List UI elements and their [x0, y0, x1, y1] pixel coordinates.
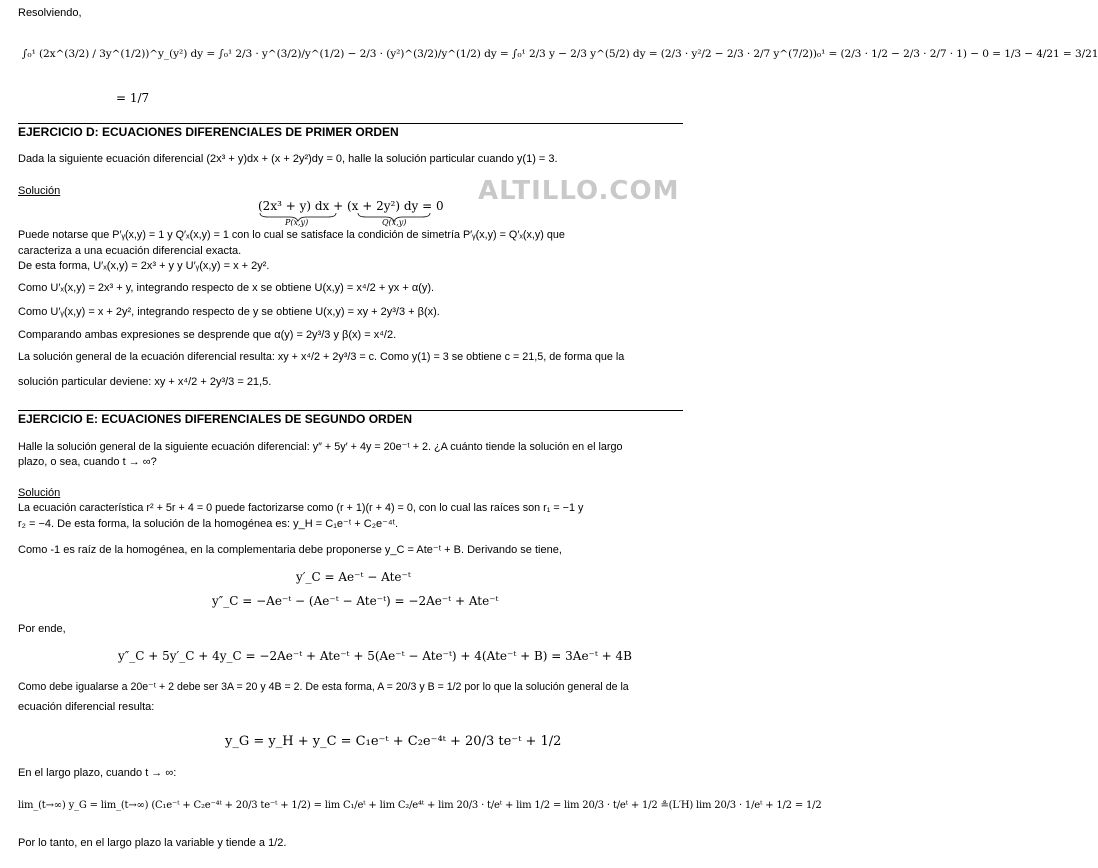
- general-solution: y_G = y_H + y_C = C₁e⁻ᵗ + C₂e⁻⁴ᵗ + 20/3 te⁻ᵗ + 1/2: [225, 734, 562, 749]
- divider-2: [18, 410, 683, 411]
- p-label: P(x,y): [285, 218, 309, 227]
- derivative-1: y′_C = Ae⁻ᵗ − Ate⁻ᵗ: [296, 570, 411, 584]
- limit-line: lim_(t→∞) y_G = lim_(t→∞) (C₁e⁻ᵗ + C₂e⁻⁴ᵗ + 20/3 te⁻ᵗ + 1/2) = lim C₁/eᵗ + lim C₂/e⁴ᵗ + lim 20/3 · t/eᵗ + lim 1/2 = lim 20/3 · t/eᵗ + 1/2 ≗(L′H) lim 20/3 · 1/eᵗ + 1/2 = 1/2: [18, 800, 822, 811]
- por-ende-text: Por ende,: [18, 623, 66, 635]
- integral-result: = 1/7: [116, 91, 150, 105]
- resolviendo-text: Resolviendo,: [18, 7, 82, 19]
- section-d-title: EJERCICIO D: ECUACIONES DIFERENCIALES DE PRIMER ORDEN: [18, 125, 399, 139]
- section-e-line1a: La ecuación característica r² + 5r + 4 = 0 puede factorizarse como (r + 1)(r + 4) = 0, con lo cual las raíces son r₁ = −1 y: [18, 502, 584, 514]
- section-d-line5: Comparando ambas expresiones se desprende que α(y) = 2y³/3 y β(x) = x⁴/2.: [18, 329, 397, 341]
- section-e-statement-b: plazo, o sea, cuando t → ∞?: [18, 456, 157, 468]
- section-e-title: EJERCICIO E: ECUACIONES DIFERENCIALES DE SEGUNDO ORDEN: [18, 412, 413, 426]
- section-e-line2: Como -1 es raíz de la homogénea, en la complementaria debe proponerse y_C = Ate⁻ᵗ + B. Derivando se tiene,: [18, 544, 562, 556]
- section-d-line6a: La solución general de la ecuación diferencial resulta: xy + x⁴/2 + 2y³/3 = c. Como y(1) = 3 se obtiene c = 21,5, de forma que la: [18, 351, 625, 363]
- section-e-solucion-label: Solución: [18, 487, 61, 499]
- section-d-line6b: solución particular deviene: xy + x⁴/2 + 2y³/3 = 21,5.: [18, 376, 272, 388]
- section-d-line3: Como U′ₓ(x,y) = 2x³ + y, integrando respecto de x se obtiene U(x,y) = x⁴/2 + yx + α(y).: [18, 282, 435, 294]
- section-e-statement-a: Halle la solución general de la siguiente ecuación diferencial: y″ + 5y′ + 4y = 20e⁻ᵗ + 2. ¿A cuánto tiende la solución en el largo: [18, 441, 623, 453]
- q-label: Q(x,y): [382, 218, 407, 227]
- section-d-line1a: Puede notarse que P′ᵧ(x,y) = 1 y Q′ₓ(x,y) = 1 con lo cual se satisface la condición de simetría P′ᵧ(x,y) = Q′ₓ(x,y) que: [18, 229, 565, 241]
- section-d-line4: Como U′ᵧ(x,y) = x + 2y², integrando respecto de y se obtiene U(x,y) = xy + 2y³/3 + β(x).: [18, 306, 440, 318]
- section-d-line1b: caracteriza a una ecuación diferencial exacta.: [18, 245, 242, 257]
- section-d-solucion-label: Solución: [18, 185, 61, 197]
- section-e-line1b: r₂ = −4. De esta forma, la solución de la homogénea es: y_H = C₁e⁻ᵗ + C₂e⁻⁴ᵗ.: [18, 518, 399, 530]
- divider-1: [18, 123, 683, 124]
- substitution-line: y″_C + 5y′_C + 4y_C = −2Ae⁻ᵗ + Ate⁻ᵗ + 5(Ae⁻ᵗ − Ate⁻ᵗ) + 4(Ate⁻ᵗ + B) = 3Ae⁻ᵗ + 4B: [118, 649, 632, 663]
- section-d-line2: De esta forma, U′ₓ(x,y) = 2x³ + y y U′ᵧ(x,y) = x + 2y².: [18, 260, 270, 272]
- section-e-line3b: ecuación diferencial resulta:: [18, 701, 155, 713]
- final-conclusion: Por lo tanto, en el largo plazo la variable y tiende a 1/2.: [18, 837, 287, 849]
- altillo-watermark: ALTILLO.COM: [478, 176, 680, 206]
- section-d-statement: Dada la siguiente ecuación diferencial (2x³ + y)dx + (x + 2y²)dy = 0, halle la solución particular cuando y(1) = 3.: [18, 153, 558, 165]
- section-e-line3a: Como debe igualarse a 20e⁻ᵗ + 2 debe ser 3A = 20 y 4B = 2. De esta forma, A = 20/3 y B = 1/2 por lo que la solución general de la: [18, 681, 629, 693]
- derivative-2: y″_C = −Ae⁻ᵗ − (Ae⁻ᵗ − Ate⁻ᵗ) = −2Ae⁻ᵗ + Ate⁻ᵗ: [212, 594, 499, 608]
- section-d-equation: (2x³ + y) dx + (x + 2y²) dy = 0: [258, 199, 444, 213]
- largo-plazo-text: En el largo plazo, cuando t → ∞:: [18, 767, 177, 779]
- integral-line: ∫₀¹ (2x^(3/2) / 3y^(1/2))^y_(y²) dy = ∫₀¹ 2/3 · y^(3/2)/y^(1/2) − 2/3 · (y²)^(3/2)/y^(1/2) dy = ∫₀¹ 2/3 y − 2/3 y^(5/2) dy = (2/3 · y²/2 − 2/3 · 2/7 y^(7/2))₀¹ = (2/3 · 1/2 − 2/3 · 2/7 · 1) − 0 = 1/3 − 4/21 = 3/21: [22, 48, 1098, 60]
